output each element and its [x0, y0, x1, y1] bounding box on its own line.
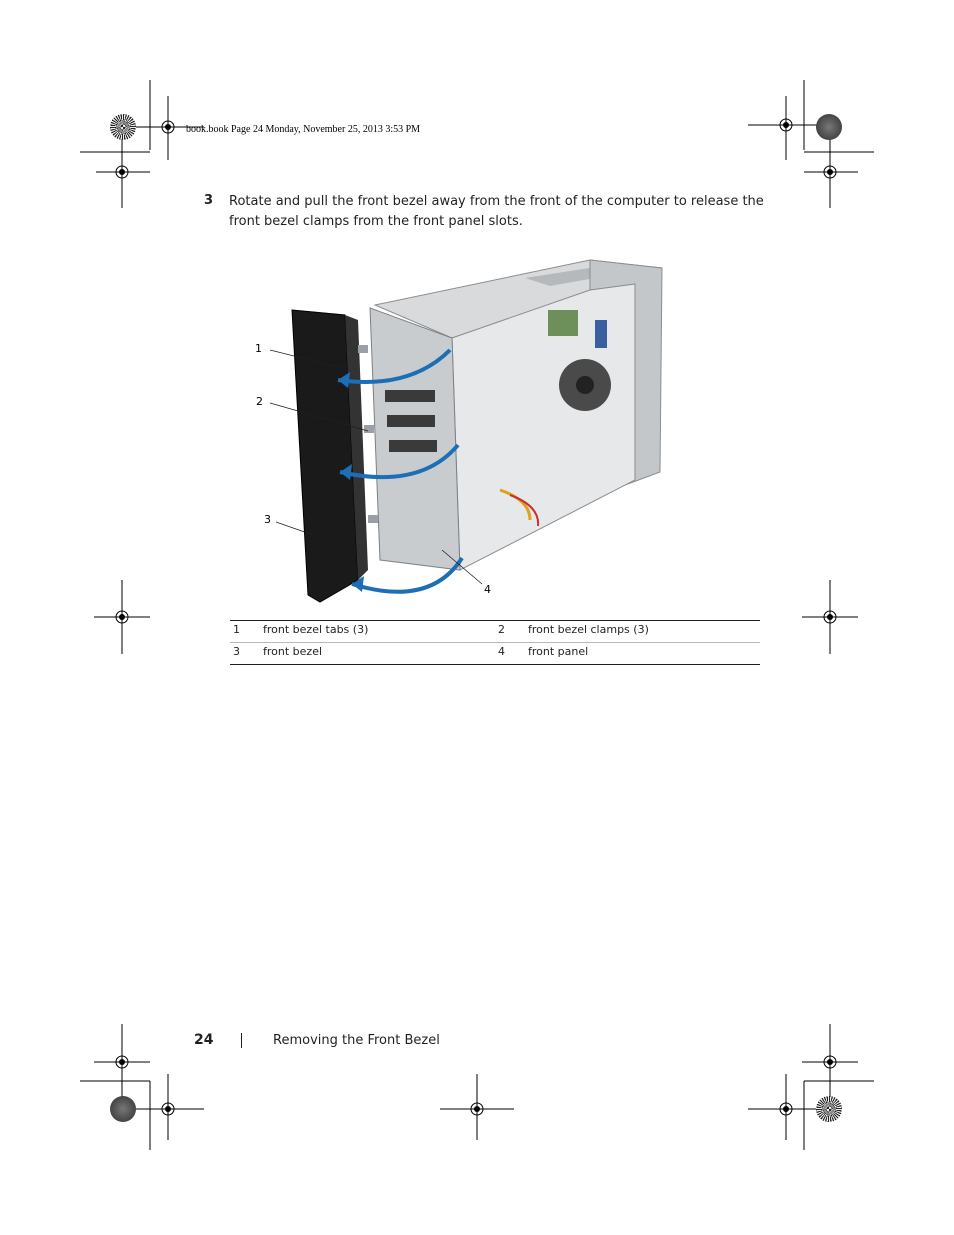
legend-number: 1	[233, 623, 240, 636]
step-number: 3	[204, 193, 214, 208]
page-number: 24	[194, 1032, 214, 1048]
legend-number: 2	[498, 623, 505, 636]
callout-2: 2	[256, 395, 263, 408]
color-rosette-icon	[816, 1096, 842, 1122]
legend-number: 3	[233, 645, 240, 658]
legend-label: front bezel tabs (3)	[263, 623, 369, 636]
drive-bay	[389, 440, 437, 452]
drive-bay	[385, 390, 435, 402]
print-slug: book.book Page 24 Monday, November 25, 2013 3:53 PM	[186, 124, 421, 135]
table-row	[230, 642, 760, 664]
callout-3: 3	[264, 513, 271, 526]
table-row	[230, 621, 760, 642]
computer-bezel-illustration	[230, 250, 670, 610]
legend-table	[230, 620, 760, 665]
bezel-clamp	[364, 425, 374, 433]
motherboard	[548, 310, 578, 336]
legend-number: 4	[498, 645, 505, 658]
front-panel	[370, 308, 460, 570]
color-rosette-icon	[110, 1096, 136, 1122]
legend-label: front bezel	[263, 645, 323, 658]
step-instruction: Rotate and pull the front bezel away from the front of the computer to release the front bezel clamps from the front panel slots.	[229, 194, 764, 229]
callout-4: 4	[484, 583, 491, 596]
legend-label: front bezel clamps (3)	[528, 623, 649, 636]
section-title: Removing the Front Bezel	[273, 1033, 440, 1048]
footer-divider	[241, 1033, 242, 1048]
callout-1: 1	[255, 342, 262, 355]
bezel-clamp	[368, 515, 378, 523]
color-rosette-icon	[110, 114, 136, 140]
legend-label: front panel	[528, 645, 589, 658]
bezel-clamp	[358, 345, 368, 353]
drive-bay	[387, 415, 435, 427]
color-rosette-icon	[816, 114, 842, 140]
